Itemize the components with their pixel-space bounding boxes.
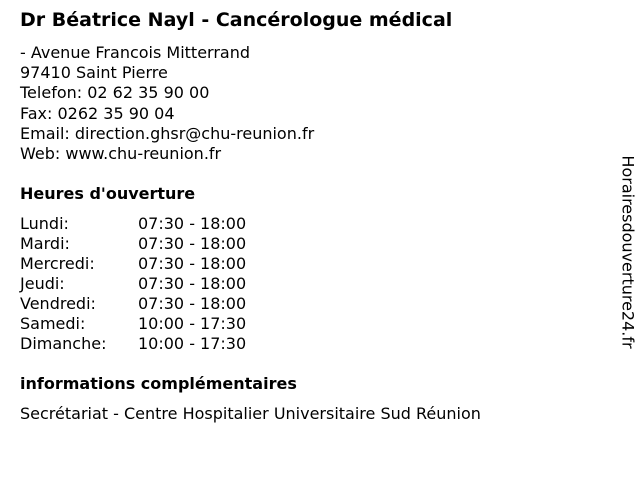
day-label: Samedi: (20, 314, 86, 333)
day-label: Vendredi: (20, 294, 96, 313)
day-label: Lundi: (20, 214, 69, 233)
address-block (20, 43, 314, 164)
day-label: Dimanche: (20, 334, 107, 353)
website: Web: www.chu-reunion.fr (20, 143, 222, 163)
additional-info-heading: informations complémentaires (20, 374, 297, 393)
email-address: Email: direction.ghsr@chu-reunion.fr (20, 123, 315, 143)
time-range: 10:00 - 17:30 (138, 334, 247, 353)
day-label: Mercredi: (20, 254, 95, 273)
city-address: 97410 Saint Pierre (20, 63, 168, 83)
time-range: 07:30 - 18:00 (138, 274, 247, 293)
page-title: Dr Béatrice Nayl - Cancérologue médical (20, 9, 453, 31)
time-range: 07:30 - 18:00 (138, 214, 247, 233)
day-label: Jeudi: (20, 274, 65, 293)
phone-number: Telefon: 02 62 35 90 00 (20, 83, 210, 103)
additional-info-text: Secrétariat - Centre Hospitalier Universitaire Sud Réunion (20, 404, 481, 423)
time-range: 07:30 - 18:00 (138, 234, 247, 253)
day-label: Mardi: (20, 234, 70, 253)
time-range: 10:00 - 17:30 (138, 314, 247, 333)
time-range: 07:30 - 18:00 (138, 254, 247, 273)
opening-hours-heading: Heures d'ouverture (20, 184, 196, 203)
street-address: - Avenue Francois Mitterrand (20, 43, 251, 62)
time-range: 07:30 - 18:00 (138, 294, 247, 313)
fax-number: Fax: 0262 35 90 04 (20, 103, 175, 123)
site-watermark: Horairesdouverture24.fr (618, 155, 638, 349)
